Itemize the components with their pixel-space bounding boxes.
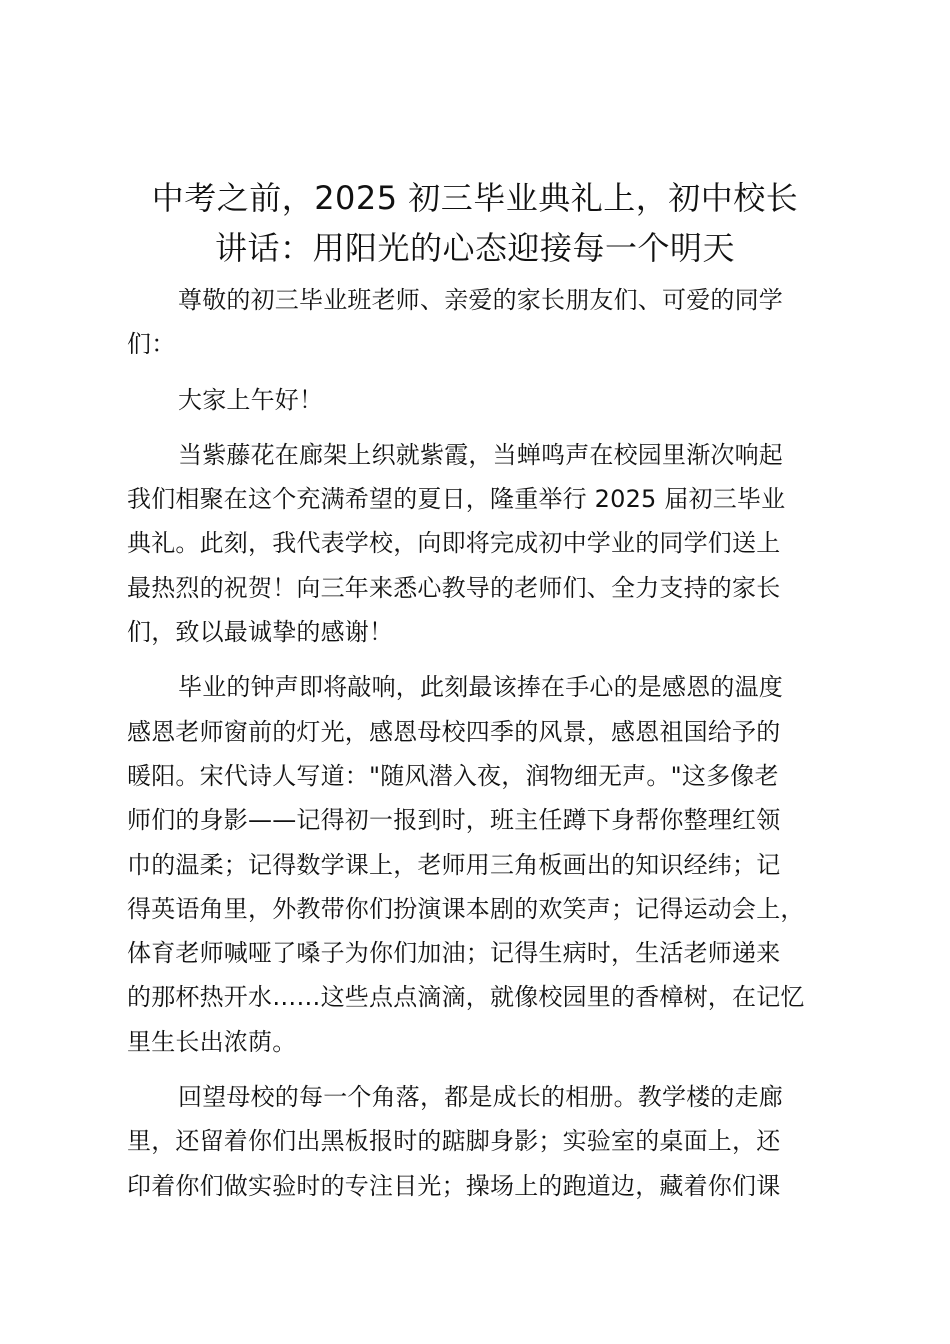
text-line: 体育老师喊哑了嗓子为你们加油；记得生病时，生活老师递来 bbox=[127, 939, 781, 968]
text-line: 暖阳。宋代诗人写道："随风潜入夜，润物细无声。"这多像老 bbox=[127, 761, 779, 790]
text-line: 尊敬的初三毕业班老师、亲爱的家长朋友们、可爱的同学 bbox=[178, 286, 783, 314]
text-line: 里生长出浓荫。 bbox=[127, 1027, 297, 1056]
text-line: 大家上午好！ bbox=[178, 385, 324, 414]
text-line: 我们相聚在这个充满希望的夏日，隆重举行 2025 届初三毕业 bbox=[127, 485, 786, 514]
text-line: 印着你们做实验时的专注目光；操场上的跑道边，藏着你们课 bbox=[127, 1171, 781, 1200]
paragraph-gratitude bbox=[127, 665, 839, 1064]
text-line: 回望母校的每一个角落，都是成长的相册。教学楼的走廊 bbox=[178, 1083, 783, 1112]
paragraph-opening bbox=[127, 433, 839, 654]
text-line: 的那杯热开水……这些点点滴滴，就像校园里的香樟树，在记忆 bbox=[127, 983, 805, 1012]
text-line: 感恩老师窗前的灯光，感恩母校四季的风景，感恩祖国给予的 bbox=[127, 717, 781, 746]
document-body bbox=[127, 278, 839, 1219]
paragraph-greeting bbox=[127, 378, 839, 422]
text-line: 典礼。此刻，我代表学校，向即将完成初中学业的同学们送上 bbox=[127, 529, 781, 558]
text-line: 巾的温柔；记得数学课上，老师用三角板画出的知识经纬；记 bbox=[127, 850, 781, 879]
text-line: 毕业的钟声即将敲响，此刻最该捧在手心的是感恩的温度 bbox=[178, 673, 783, 702]
text-line: 最热烈的祝贺！向三年来悉心教导的老师们、全力支持的家长 bbox=[127, 573, 781, 602]
paragraph-memories bbox=[127, 1075, 839, 1208]
document-title bbox=[110, 173, 840, 273]
text-line: 得英语角里，外教带你们扮演课本剧的欢笑声；记得运动会上， bbox=[127, 894, 805, 923]
text-line: 里，还留着你们出黑板报时的踮脚身影；实验室的桌面上，还 bbox=[127, 1127, 781, 1156]
text-line: 们，致以最诚挚的感谢！ bbox=[127, 618, 394, 647]
text-line: 们： bbox=[127, 330, 176, 359]
paragraph-salutation bbox=[127, 278, 839, 367]
title-line: 中考之前，2025 初三毕业典礼上，初中校长 bbox=[151, 179, 799, 217]
text-line: 师们的身影——记得初一报到时，班主任蹲下身帮你整理红领 bbox=[127, 806, 781, 835]
title-line: 讲话：用阳光的心态迎接每一个明天 bbox=[214, 229, 735, 267]
text-line: 当紫藤花在廊架上织就紫霞，当蝉鸣声在校园里渐次响起 bbox=[178, 440, 783, 469]
